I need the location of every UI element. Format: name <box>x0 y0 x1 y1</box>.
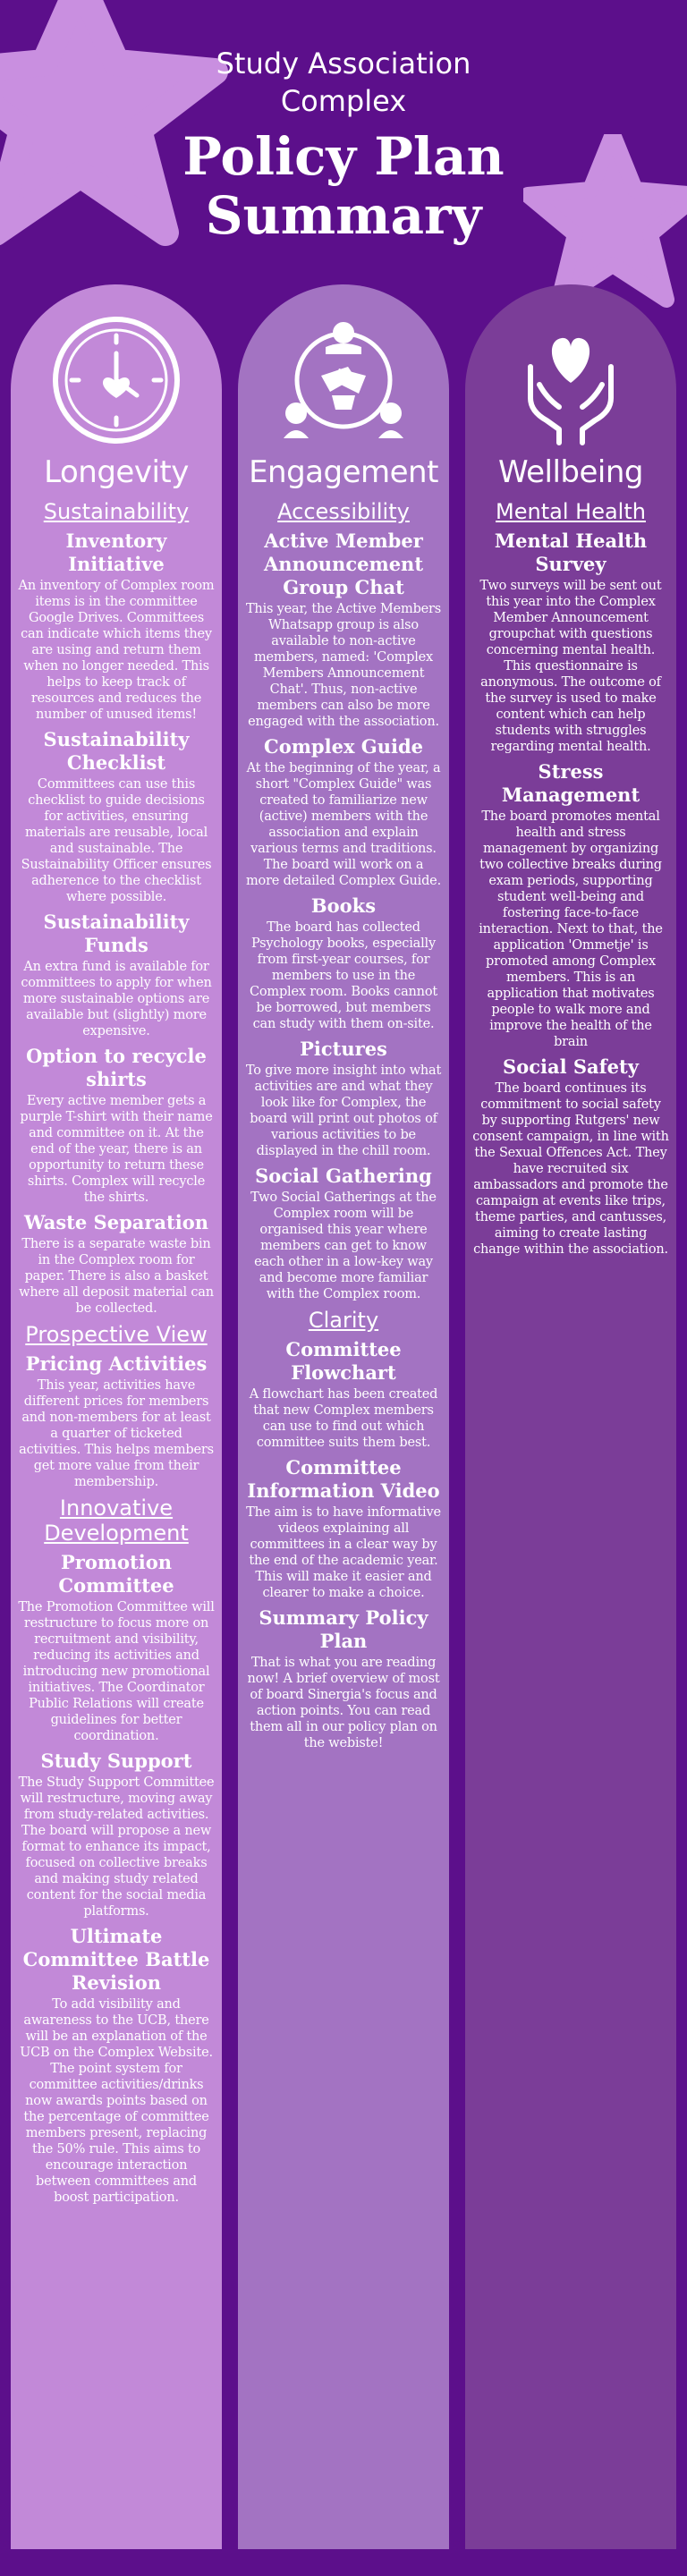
page-title: Policy Plan Summary <box>182 126 505 246</box>
item-heading: Stress Management <box>501 760 640 806</box>
item-text: Committees can use this checklist to guide decisions for activities, ensuring materials are reusable, local and sustainable. The Sustainability Officer ensures adherence to the checklist where possible. <box>21 777 212 904</box>
engagement-column <box>238 284 449 2549</box>
item-text: To add visibility and awareness to the UCB, there will be an explanation of the UCB on the Complex Website. The point system for committee activities/drinks now awards points based on the percentage of committee members present, replacing the 50% rule. This aims to encourage interaction between committees and boost participation. <box>20 1997 213 2205</box>
item-text: An inventory of Complex room items is in the committee Google Drives. Committees can indicate which items they are using and return them when no longer needed. This helps to keep track of resources and reduces the number of unused items! <box>18 579 215 722</box>
item-text: The aim is to have informative videos explaining all committees in a clear way by the end of the academic year. This will make it easier and clearer to make a choice. <box>246 1505 441 1600</box>
item-heading: Social Gathering <box>255 1165 432 1187</box>
section-heading: Sustainability <box>43 499 190 524</box>
item-text: That is what you are reading now! A brief overview of most of board Sinergia's focus and action points. You can read them all in our policy plan on the webiste! <box>247 1656 440 1750</box>
item-text: This year, the Active Members Whatsapp group is also available to non-active members, named: 'Complex Members Announcement Chat'. Thus, non-active members can also be more engaged with the association. <box>245 602 442 729</box>
pillar-title: Engagement <box>249 454 438 490</box>
longevity-column <box>11 284 222 2549</box>
item-heading: Ultimate Committee Battle Revision <box>22 1925 210 1994</box>
pillar-title: Longevity <box>44 454 189 490</box>
item-text: Two Social Gatherings at the Complex room will be organised this year where members can get to know each other in a low-key way and become more familiar with the Complex room. <box>250 1191 437 1301</box>
item-text: The board continues its commitment to social safety by supporting Rutgers' new consent campaign, in line with the Sexual Offences Act. They have recruited six ambassadors and promote the campaign at events like trips, theme parties, and cantusses, aiming to create lasting change within the association. <box>472 1081 669 1257</box>
association-name: Study Association Complex <box>216 47 471 118</box>
item-heading: Sustainability Checklist <box>43 728 190 774</box>
section-heading: Prospective View <box>25 1322 208 1347</box>
item-heading: Mental Health Survey <box>494 530 648 575</box>
item-heading: Active Member Announcement Group Chat <box>263 530 424 598</box>
item-text: The board promotes mental health and stress management by organizing two collective breaks during exam periods, supporting student well-being and fostering face-to-face interaction. Next to that, the application 'Ommetje' is promoted among Complex members. This is an application that motivates people to walk more and improve the health of the brain <box>479 809 663 1049</box>
section-heading: Mental Health <box>496 499 646 524</box>
item-heading: Option to recycle shirts <box>26 1045 207 1090</box>
item-text: This year, activities have different prices for members and non-members for at least a quarter of ticketed activities. This helps members get more value from their membership. <box>19 1378 214 1489</box>
item-heading: Summary Policy Plan <box>259 1606 428 1652</box>
wellbeing-column <box>465 284 676 2549</box>
item-text: An extra fund is available for committees to apply for when more sustainable options are available but (slightly) more expensive. <box>21 960 212 1038</box>
item-heading: Books <box>310 894 377 917</box>
clock-icon <box>49 313 183 447</box>
item-text: The board has collected Psychology books, especially from first-year courses, for members to use in the Complex room. Books cannot be borrowed, but members can study with them on-site. <box>250 920 437 1031</box>
item-heading: Waste Separation <box>23 1211 208 1233</box>
item-heading: Social Safety <box>503 1055 639 1078</box>
heart-in-hands-icon <box>504 313 638 447</box>
joined-hands-people-icon <box>276 313 411 447</box>
item-text: The Study Support Committee will restructure, moving away from study-related activities. The board will propose a new format to enhance its impact, focused on collective breaks and making study related content for the social media platforms. <box>18 1775 215 1919</box>
section-heading: Clarity <box>308 1308 379 1333</box>
item-heading: Sustainability Funds <box>43 911 190 956</box>
item-heading: Pictures <box>300 1038 387 1060</box>
item-heading: Committee Flowchart <box>285 1338 402 1384</box>
item-text: A flowchart has been created that new Complex members can use to find out which committee suits them best. <box>249 1387 438 1450</box>
section-heading: Accessibility <box>277 499 410 524</box>
page-header <box>0 0 687 268</box>
item-heading: Inventory Initiative <box>65 530 167 575</box>
item-heading: Committee Information Video <box>247 1456 440 1502</box>
item-text: At the beginning of the year, a short "Complex Guide" was created to familiarize new (active) members with the association and explain various terms and traditions. The board will work on a more detailed Complex Guide. <box>246 761 441 888</box>
item-heading: Complex Guide <box>263 735 424 758</box>
item-heading: Study Support <box>40 1750 192 1772</box>
item-text: Every active member gets a purple T-shirt with their name and committee on it. At the end of the year, there is an opportunity to return these shirts. Complex will recycle the shirts. <box>20 1094 213 1205</box>
pillar-title: Wellbeing <box>497 454 643 490</box>
item-heading: Pricing Activities <box>25 1352 208 1375</box>
item-text: There is a separate waste bin in the Complex room for paper. There is also a basket where all deposit material can be collected. <box>19 1237 214 1316</box>
item-text: The Promotion Committee will restructure to focus more on recruitment and visibility, reducing its activities and introducing new promotional initiatives. The Coordinator Public Relations will create guidelines for better coordination. <box>18 1600 215 1743</box>
item-text: Two surveys will be sent out this year into the Complex Member Announcement groupchat with questions concerning mental health. This questionnaire is anonymous. The outcome of the survey is used to make content which can help students with struggles regarding mental health. <box>479 579 662 754</box>
item-text: To give more insight into what activities are and what they look like for Complex, the board will print out photos of various activities to be displayed in the chill room. <box>245 1063 442 1158</box>
item-heading: Promotion Committee <box>58 1551 174 1597</box>
section-heading: Innovative Development <box>44 1496 189 1546</box>
